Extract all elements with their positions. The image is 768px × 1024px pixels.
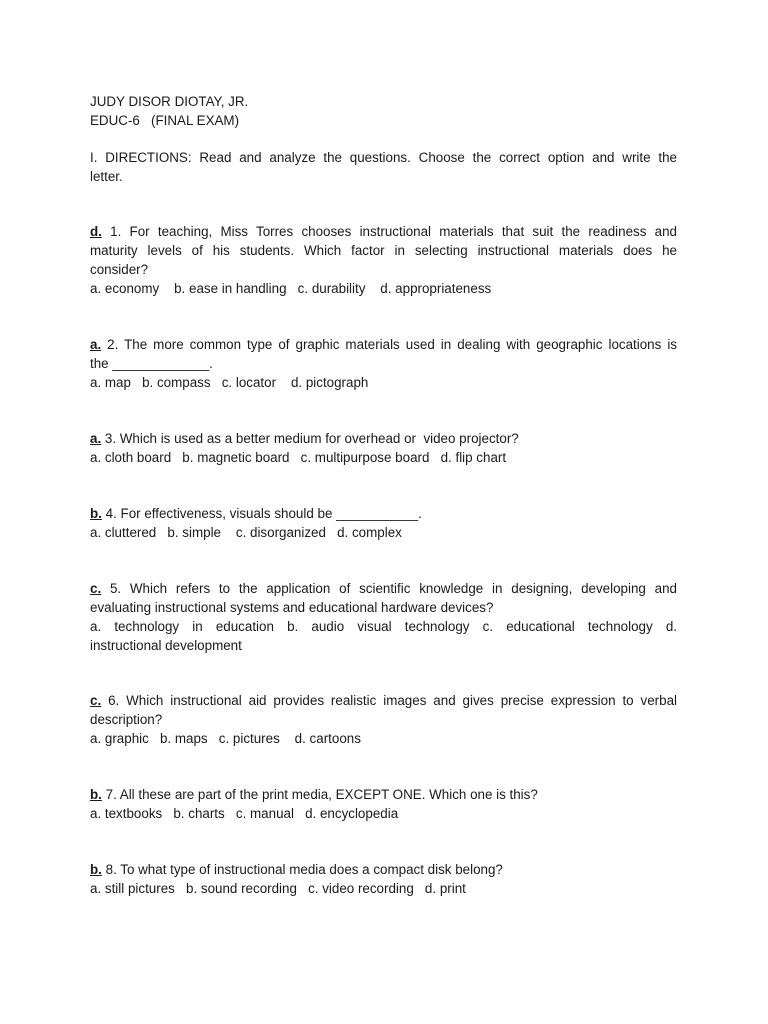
question-1-line-3: consider? [90, 262, 149, 277]
question-1-options: a. economy b. ease in handling c. durability d. appropriateness [90, 281, 492, 296]
question-7-answer: b. [90, 787, 102, 802]
question-6-line-2: description? [90, 712, 163, 727]
student-name: JUDY DISOR DIOTAY, JR. [90, 94, 249, 109]
question-4-answer: b. [90, 506, 102, 521]
question-8-answer: b. [90, 862, 102, 877]
question-5-text: 5. Which refers to the application of scientific knowledge in designing, developing and [101, 581, 677, 596]
question-2-text: 2. The more common type of graphic materials used in dealing with geographic locations is [101, 337, 677, 352]
question-5-line-1 [90, 579, 677, 598]
course-title: EDUC-6 (FINAL EXAM) [90, 113, 240, 128]
question-4-text: 4. For effectiveness, visuals should be ___________. [101, 506, 422, 521]
question-1-text: 1. For teaching, Miss Torres chooses instructional materials that suit the readiness and [101, 224, 677, 239]
question-8-text: 8. To what type of instructional media does a compact disk belong? [101, 862, 503, 877]
question-6-text: 6. Which instructional aid provides realistic images and gives precise expression to verbal [101, 693, 677, 708]
question-6-line-1 [90, 691, 677, 710]
question-2-line-2: the _____________. [90, 356, 213, 371]
question-1-line-2: maturity levels of his students. Which factor in selecting instructional materials does he [90, 243, 677, 258]
question-5-options-cont: instructional development [90, 638, 242, 653]
question-8-options: a. still pictures b. sound recording c. video recording d. print [90, 881, 466, 896]
question-5-line-2: evaluating instructional systems and educational hardware devices? [90, 600, 494, 615]
question-2-answer: a. [90, 337, 102, 352]
question-3-line-1 [90, 429, 519, 448]
question-1-answer: d. [90, 224, 102, 239]
question-7-line-1 [90, 785, 538, 804]
question-7-text: 7. All these are part of the print media, EXCEPT ONE. Which one is this? [101, 787, 538, 802]
question-4-options: a. cluttered b. simple c. disorganized d. complex [90, 525, 402, 540]
directions-line-2: letter. [90, 169, 123, 184]
question-2-options: a. map b. compass c. locator d. pictograph [90, 375, 369, 390]
directions-line-1: I. DIRECTIONS: Read and analyze the questions. Choose the correct option and write the [90, 150, 677, 165]
question-6-options: a. graphic b. maps c. pictures d. cartoons [90, 731, 361, 746]
question-8-line-1 [90, 860, 503, 879]
question-3-answer: a. [90, 431, 102, 446]
question-5-answer: c. [90, 581, 102, 596]
question-2-line-1 [90, 335, 677, 354]
question-3-options: a. cloth board b. magnetic board c. multipurpose board d. flip chart [90, 450, 507, 465]
question-7-options: a. textbooks b. charts c. manual d. encyclopedia [90, 806, 399, 821]
question-5-options: a. technology in education b. audio visual technology c. educational technology d. [90, 619, 677, 634]
question-4-line-1 [90, 504, 422, 523]
question-3-text: 3. Which is used as a better medium for overhead or video projector? [101, 431, 519, 446]
question-6-answer: c. [90, 693, 102, 708]
question-1-line-1 [90, 222, 677, 241]
